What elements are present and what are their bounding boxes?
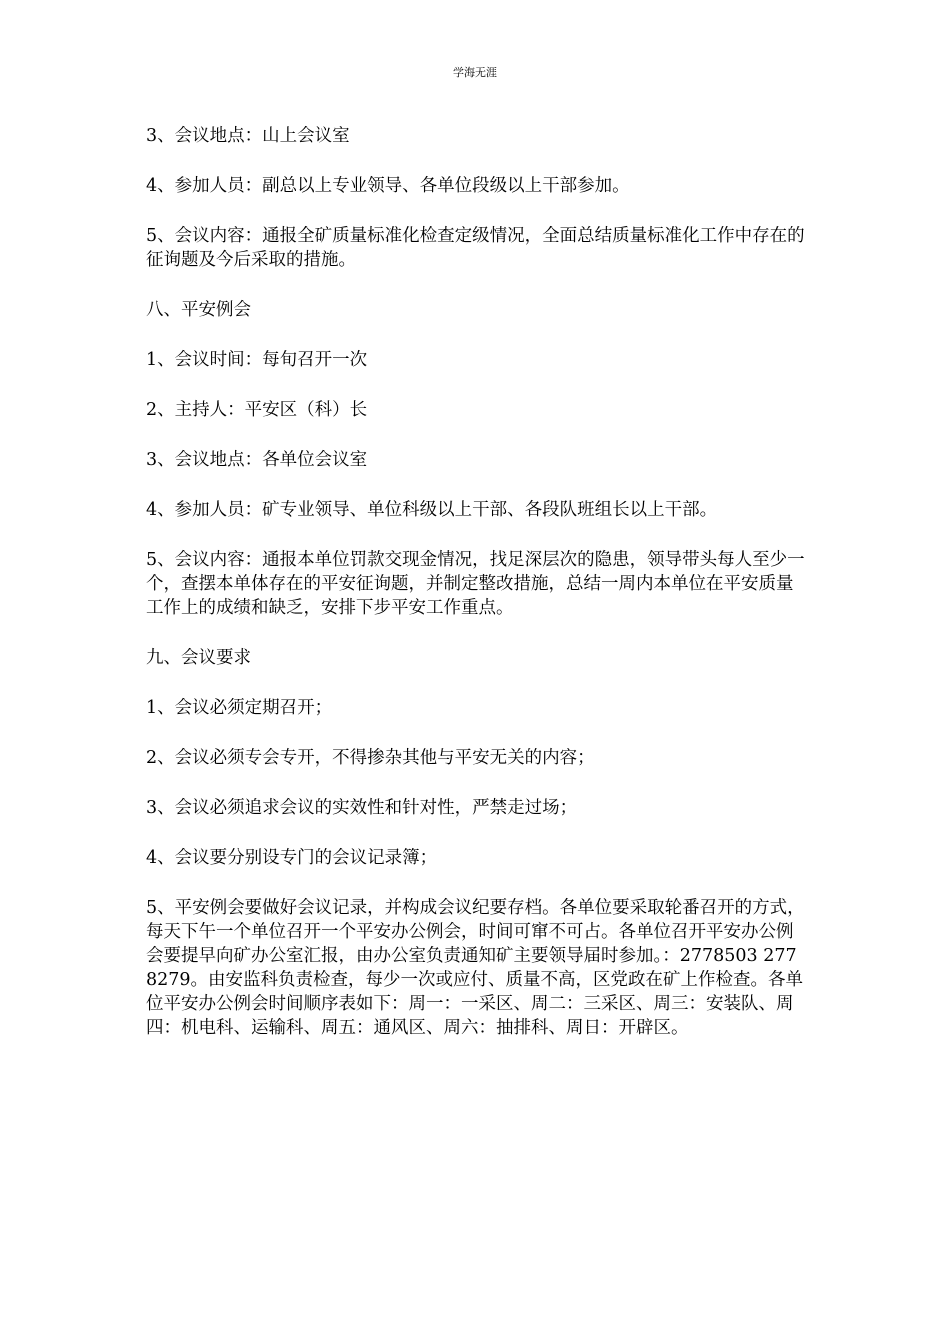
section-heading-safety-meeting: 八、平安例会 — [146, 300, 251, 320]
section-heading-requirements: 九、会议要求 — [146, 648, 251, 668]
paragraph-meeting-content-2: 5、会议内容：通报本单位罚款交现金情况，找足深层次的隐患，领导带头每人至少一个，查摆本单体存在的平安征询题，并制定整改措施，总结一周内本单位在平安质量工作上的成绩和缺乏，安排下步平安工作重点。 — [146, 550, 805, 618]
paragraph-meeting-content: 5、会议内容：通报全矿质量标准化检查定级情况，全面总结质量标准化工作中存在的征询题及今后采取的措施。 — [146, 226, 805, 270]
paragraph-meeting-time: 1、会议时间：每旬召开一次 — [146, 350, 368, 370]
requirement-item-4: 4、会议要分别设专门的会议记录簿； — [146, 848, 438, 868]
requirement-item-3: 3、会议必须追求会议的实效性和针对性，严禁走过场； — [146, 798, 578, 818]
requirement-item-2: 2、会议必须专会专开，不得掺杂其他与平安无关的内容； — [146, 748, 595, 768]
requirement-item-5: 5、平安例会要做好会议记录，并构成会议纪要存档。各单位要采取轮番召开的方式，每天下午一个单位召开一个平安办公例会，时间可窜不可占。各单位召开平安办公例会要提早向矿办公室汇报，由办公室负责通知矿主要领导届时参加。：2778503 2778279。由安监科负责检查，每少一次或应付、质量不高，区党政在矿上作检查。各单位平安办公例会时间顺序表如下：周一：一采区、周二：三采区、周三：安装队、周四：机电科、运输科、周五：通风区、周六：抽排科、周日：开辟区。 — [146, 898, 805, 1038]
paragraph-meeting-location: 3、会议地点：山上会议室 — [146, 126, 350, 146]
requirement-item-1: 1、会议必须定期召开； — [146, 698, 333, 718]
document-body — [146, 124, 806, 1066]
paragraph-attendees: 4、参加人员：副总以上专业领导、各单位段级以上干部参加。 — [146, 176, 630, 196]
page-header: 学海无涯 — [453, 66, 497, 79]
paragraph-meeting-location-2: 3、会议地点：各单位会议室 — [146, 450, 368, 470]
paragraph-attendees-2: 4、参加人员：矿专业领导、单位科级以上干部、各段队班组长以上干部。 — [146, 500, 718, 520]
paragraph-host: 2、主持人：平安区（科）长 — [146, 400, 368, 420]
